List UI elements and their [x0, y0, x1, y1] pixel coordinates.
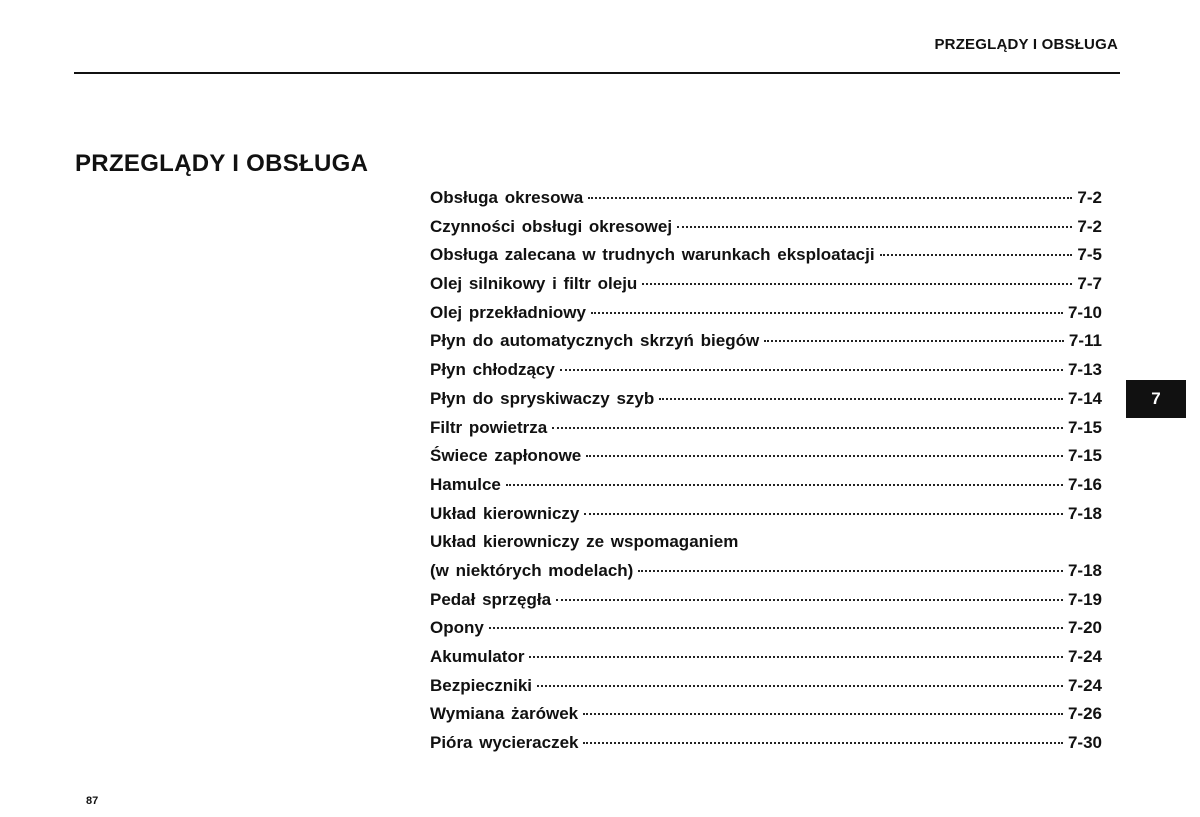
toc-entry-page: 7-14: [1067, 388, 1102, 408]
toc-entry-label: Układ kierowniczy: [430, 503, 580, 523]
toc-entry-page: 7-20: [1067, 618, 1102, 638]
toc-dot-leader: [583, 742, 1062, 744]
toc-entry-label: (w niektórych modelach): [430, 560, 634, 580]
toc-entry-label: Płyn do spryskiwaczy szyb: [430, 388, 655, 408]
toc-entry-page: 7-15: [1067, 417, 1102, 437]
toc-entry-label: Olej przekładniowy: [430, 302, 586, 322]
toc-dot-leader: [638, 570, 1063, 572]
toc-dot-leader: [588, 197, 1072, 199]
toc-entry-page: 7-5: [1077, 245, 1102, 265]
toc-entry-page: 7-10: [1067, 302, 1102, 322]
toc-entry-opony[interactable]: [430, 618, 1102, 647]
toc-dot-leader: [677, 226, 1072, 228]
toc-entry-label: Filtr powietrza: [430, 417, 548, 437]
toc-entry-plyn-automatycznych-skrzyn[interactable]: [430, 331, 1102, 360]
toc-dot-leader: [489, 627, 1063, 629]
toc-entry-bezpieczniki[interactable]: [430, 676, 1102, 705]
toc-dot-leader: [642, 283, 1072, 285]
toc-entry-page: 7-24: [1067, 675, 1102, 695]
toc-entry-page: 7-16: [1067, 474, 1102, 494]
toc-entry-page: 7-15: [1067, 446, 1102, 466]
toc-entry-label: Hamulce: [430, 474, 501, 494]
toc-entry-uklad-kierowniczy-wspomaganie-cont[interactable]: [430, 561, 1102, 590]
toc-dot-leader: [552, 427, 1063, 429]
toc-entry-page: 7-19: [1067, 589, 1102, 609]
toc-entry-pedal-sprzegla[interactable]: [430, 590, 1102, 619]
toc-entry-label: Obsługa okresowa: [430, 188, 584, 207]
toc-entry-label: Pedał sprzęgła: [430, 589, 552, 609]
chapter-tab: 7: [1126, 380, 1186, 418]
toc-dot-leader: [529, 656, 1063, 658]
section-title: PRZEGLĄDY I OBSŁUGA: [75, 150, 369, 177]
toc-entry-label: Układ kierowniczy ze wspomaganiem: [430, 532, 739, 552]
page-number: 87: [86, 795, 99, 807]
toc-entry-page: 7-26: [1067, 704, 1102, 724]
toc-entry-page: 7-2: [1077, 188, 1102, 207]
toc-entry-label: Pióra wycieraczek: [430, 733, 579, 753]
toc-entry-piora-wycieraczek[interactable]: [430, 733, 1102, 762]
toc-entry-label: Czynności obsługi okresowej: [430, 216, 673, 236]
toc-entry-page: 7-18: [1067, 560, 1102, 580]
toc-entry-hamulce[interactable]: [430, 475, 1102, 504]
toc-dot-leader: [764, 340, 1064, 342]
toc-entry-obsluga-trudne-warunki[interactable]: [430, 245, 1102, 274]
toc-entry-label: Bezpieczniki: [430, 675, 533, 695]
running-header: PRZEGLĄDY I OBSŁUGA: [934, 36, 1118, 53]
toc-entry-label: Obsługa zalecana w trudnych warunkach eksploatacji: [430, 245, 875, 265]
toc-entry-uklad-kierowniczy[interactable]: [430, 504, 1102, 533]
toc-dot-leader: [591, 312, 1063, 314]
toc-entry-wymiana-zarowek[interactable]: [430, 704, 1102, 733]
toc-entry-page: 7-30: [1067, 733, 1102, 753]
toc-entry-page: 7-11: [1068, 331, 1102, 351]
toc-dot-leader: [659, 398, 1063, 400]
toc-entry-obsluga-okresowa[interactable]: [430, 188, 1102, 217]
toc-dot-leader: [506, 484, 1063, 486]
toc-entry-czynnosci-obslugi-okresowej[interactable]: [430, 217, 1102, 246]
table-of-contents: [430, 188, 1102, 762]
toc-entry-page: 7-18: [1067, 503, 1102, 523]
toc-entry-page: 7-24: [1067, 647, 1102, 666]
toc-dot-leader: [560, 369, 1063, 371]
header-rule: [74, 72, 1120, 74]
toc-entry-page: 7-2: [1077, 216, 1102, 236]
toc-entry-filtr-powietrza[interactable]: [430, 418, 1102, 447]
toc-entry-page: 7-13: [1067, 360, 1102, 380]
toc-entry-label: Świece zapłonowe: [430, 446, 582, 466]
toc-entry-olej-przekladniowy[interactable]: [430, 303, 1102, 332]
toc-entry-olej-silnikowy[interactable]: [430, 274, 1102, 303]
toc-entry-label: Płyn do automatycznych skrzyń biegów: [430, 331, 760, 351]
toc-entry-page: 7-7: [1077, 274, 1102, 294]
toc-entry-uklad-kierowniczy-wspomaganie[interactable]: [430, 532, 1102, 561]
toc-entry-label: Opony: [430, 618, 484, 638]
toc-entry-akumulator[interactable]: [430, 647, 1102, 676]
toc-entry-plyn-spryskiwaczy[interactable]: [430, 389, 1102, 418]
toc-entry-label: Wymiana żarówek: [430, 704, 579, 724]
toc-dot-leader: [586, 455, 1063, 457]
toc-dot-leader: [880, 254, 1073, 256]
toc-entry-label: Płyn chłodzący: [430, 360, 555, 380]
toc-dot-leader: [584, 513, 1063, 515]
toc-entry-label: Akumulator: [430, 647, 525, 666]
toc-entry-swiece-zaplonowe[interactable]: [430, 446, 1102, 475]
toc-entry-plyn-chlodzacy[interactable]: [430, 360, 1102, 389]
toc-dot-leader: [556, 599, 1063, 601]
toc-entry-label: Olej silnikowy i filtr oleju: [430, 274, 638, 294]
toc-dot-leader: [583, 713, 1063, 715]
toc-dot-leader: [537, 685, 1063, 687]
